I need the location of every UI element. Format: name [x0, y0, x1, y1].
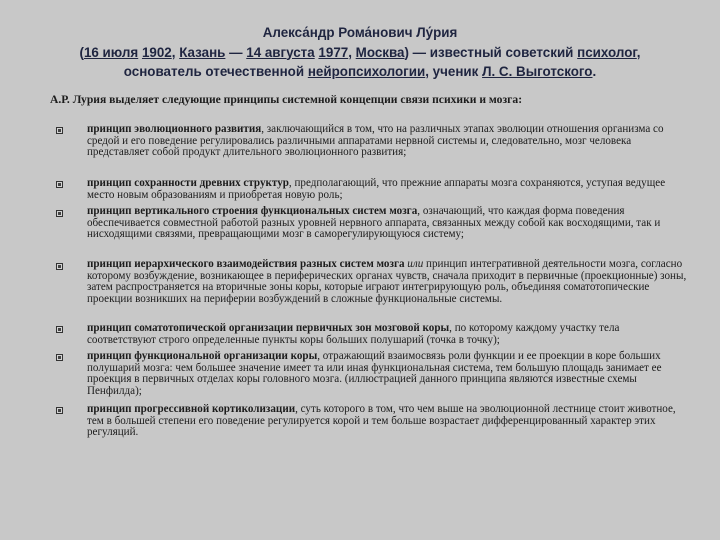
- principle-item: [87, 351, 687, 397]
- principle-title: принцип иерархического взаимодействия разных систем мозга: [87, 258, 405, 270]
- intro-text: А.Р. Лурия выделяет следующие принципы системной концепции связи психики и мозга:: [50, 93, 523, 106]
- bullet-icon: [56, 263, 63, 270]
- principle-title: принцип вертикального строения функциональных систем мозга: [87, 205, 418, 217]
- principle-italic: или: [404, 258, 424, 270]
- bullet-icon: [56, 326, 63, 333]
- principle-text: , предполагающий, что прежние аппараты мозга сохраняются, уступая ведущее место новым образованиям и приобретая новую роль;: [87, 177, 666, 201]
- link-death-date[interactable]: 14 августа: [246, 44, 315, 60]
- principle-item: [87, 323, 687, 346]
- principle-item: [87, 206, 687, 241]
- link-teacher[interactable]: Л. С. Выготского: [482, 64, 593, 79]
- principle-title: принцип эволюционного развития: [87, 123, 262, 135]
- principle-text: , отражающий взаимосвязь роли функции и ее проекции в коре больших полушарий мозга: чем большее значение имеет та или иная функциональная система, тем большую площадь занимает ее проекция в первичных отделах коры головного мозга. (иллюстрацией данного принципа являются известные схемы Пенфилда);: [87, 350, 662, 397]
- principle-item: [87, 124, 687, 159]
- link-profession[interactable]: психолог: [577, 44, 637, 60]
- principle-text: , суть которого в том, что чем выше на эволюционной лестнице стоит животное, тем в большей степени его поведение регулируется корой и тем больше возрастает дифференцированный характер этих регуляций.: [87, 403, 676, 439]
- principle-text: , означающий, что каждая форма поведения обеспечивается совместной работой разных уровней нервного аппарата, связанных между собой как восходящими, так и нисходящими связями, превращающими мозг в саморегулирующуюся систему;: [87, 205, 661, 241]
- link-death-year[interactable]: 1977: [318, 44, 349, 60]
- link-birth-year[interactable]: 1902: [141, 44, 172, 60]
- principle-title: принцип сохранности древних структур: [87, 177, 289, 189]
- bullet-icon: [56, 127, 63, 134]
- biography-dates-line: (16 июля 1902, Казань — 14 августа 1977, Москва) — известный советский психолог,: [79, 44, 641, 60]
- link-death-city[interactable]: Москва: [355, 44, 405, 60]
- student-of-text: , ученик: [425, 64, 483, 79]
- role-text: основатель отечественной: [123, 64, 308, 79]
- principle-title: принцип соматотопической организации первичных зон мозговой коры: [87, 322, 450, 334]
- bullet-icon: [56, 181, 63, 188]
- bullet-icon: [56, 354, 63, 361]
- principle-title: принцип функциональной организации коры: [87, 350, 318, 362]
- principle-text: принцип интегративной деятельности мозга, согласно которому возбуждение, возникающее в периферических органах чувств, сначала приходит в первичные (проекционные) зоны, затем распространяется на вторичные зоны коры, которые играют интегрирующую роль, объединяя соматотопические проекции возникших на периферии возбуждений в сложные функциональные системы.: [87, 258, 687, 305]
- link-birth-date[interactable]: 16 июля: [83, 44, 139, 60]
- principle-item: [87, 404, 687, 439]
- biography-role-line: [40, 62, 680, 82]
- principle-text: , по которому каждому участку тела соответствуют строго определенные пункты коры больших полушарий (точка в точку);: [87, 322, 620, 346]
- link-birth-city[interactable]: Казань: [179, 44, 226, 60]
- dash: —: [225, 44, 247, 60]
- comma: ,: [636, 44, 641, 60]
- link-field[interactable]: нейропсихологии: [307, 64, 426, 79]
- principle-item: [87, 178, 687, 201]
- paren-open: (: [79, 44, 84, 60]
- principle-item: [87, 259, 687, 305]
- bullet-icon: [56, 407, 63, 414]
- principle-text: , заключающийся в том, что на различных этапах эволюции отношения организма со средой и его поведение регулировались различными аппаратами нервной системы и, следовательно, мозг человека представляет собой продукт длительного эволюционного развития;: [87, 123, 664, 159]
- description-text: ) — известный советский: [404, 44, 578, 60]
- principle-title: принцип прогрессивной кортиколизации: [87, 403, 296, 415]
- bullet-icon: [56, 210, 63, 217]
- period: .: [592, 64, 597, 79]
- biography-header: [40, 23, 680, 82]
- person-name: Алекса́ндр Рома́нович Лу́рия: [262, 25, 458, 40]
